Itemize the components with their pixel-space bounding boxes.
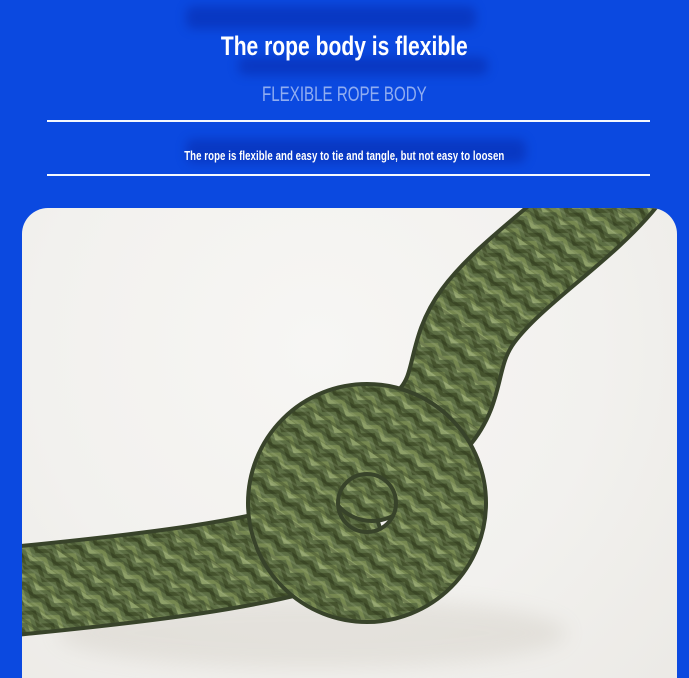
banner-title: The rope body is flexible <box>221 31 468 61</box>
erased-text-artifact-top <box>186 6 476 29</box>
banner-subtitle: FLEXIBLE ROPE BODY <box>262 83 427 106</box>
product-image-card <box>22 208 677 678</box>
banner-subtitle-row <box>0 83 689 109</box>
banner-title-row <box>0 30 689 67</box>
banner-description: The rope is flexible and easy to tie and tangle, but not easy to loosen <box>184 148 505 163</box>
banner-description-row <box>0 147 689 165</box>
divider-line-top <box>47 120 650 122</box>
rope-knot-photo <box>22 208 677 678</box>
divider-line-bottom <box>47 174 650 176</box>
